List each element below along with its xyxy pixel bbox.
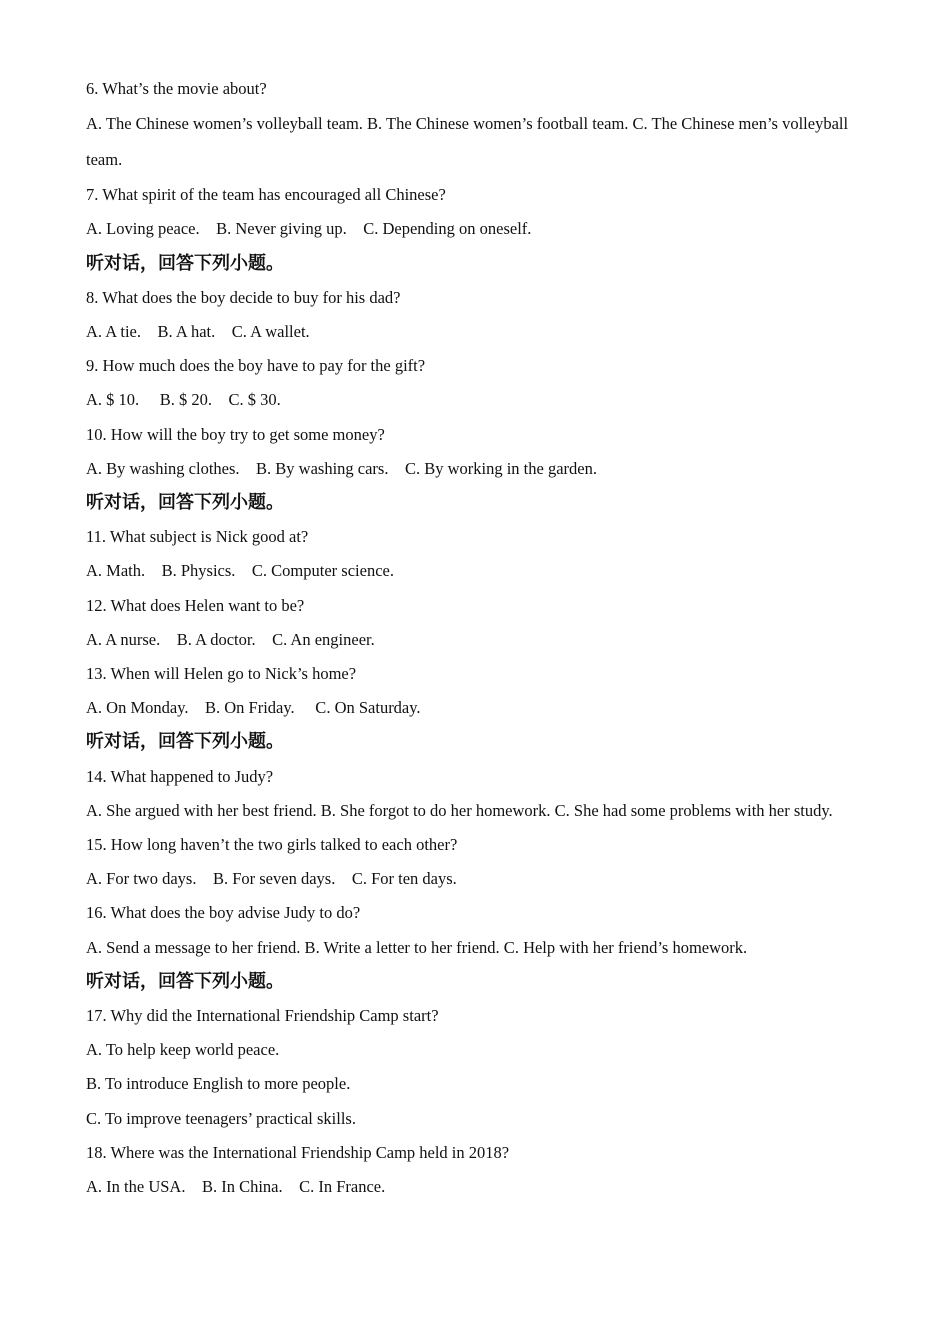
options-14: A. She argued with her best friend. B. She forgot to do her homework. C. She had some problems with her study. [86,800,833,820]
section-heading: 听对话，回答下列小题。 [86,970,284,992]
question-11: 11. What subject is Nick good at? [86,527,309,547]
section-heading: 听对话，回答下列小题。 [86,492,284,514]
options-11: A. Math. B. Physics. C. Computer science. [86,561,394,581]
option-17-c: C. To improve teenagers’ practical skills. [86,1108,356,1128]
question-13: 13. When will Helen go to Nick’s home? [86,664,357,684]
question-18: 18. Where was the International Friendship Camp held in 2018? [86,1142,510,1162]
section-heading: 听对话，回答下列小题。 [86,731,284,753]
question-9: 9. How much does the boy have to pay for the gift? [86,356,426,376]
question-16: 16. What does the boy advise Judy to do? [86,903,361,923]
options-16: A. Send a message to her friend. B. Write a letter to her friend. C. Help with her friend’s homework. [86,937,748,957]
question-15: 15. How long haven’t the two girls talked to each other? [86,835,458,855]
question-6: 6. What’s the movie about? [86,79,267,98]
options-10: A. By washing clothes. B. By washing cars. C. By working in the garden. [86,458,597,478]
option-17-a: A. To help keep world peace. [86,1040,280,1060]
options-15: A. For two days. B. For seven days. C. For ten days. [86,869,457,889]
options-12: A. A nurse. B. A doctor. C. An engineer. [86,629,375,649]
question-14: 14. What happened to Judy? [86,766,274,786]
options-13: A. On Monday. B. On Friday. C. On Saturday. [86,698,421,718]
section-heading: 听对话，回答下列小题。 [86,252,284,274]
option-17-b: B. To introduce English to more people. [86,1074,351,1094]
question-7: 7. What spirit of the team has encouraged all Chinese? [86,185,446,205]
question-12: 12. What does Helen want to be? [86,595,305,615]
options-6: A. The Chinese women’s volleyball team. B. The Chinese women’s football team. C. The Chinese men’s volleyball team. [86,114,853,170]
options-8: A. A tie. B. A hat. C. A wallet. [86,322,310,342]
question-8: 8. What does the boy decide to buy for his dad? [86,287,401,307]
options-18: A. In the USA. B. In China. C. In France. [86,1177,386,1197]
options-7: A. Loving peace. B. Never giving up. C. Depending on oneself. [86,219,532,239]
question-17: 17. Why did the International Friendship Camp start? [86,1006,439,1026]
document-page [86,72,876,1204]
options-9: A. $ 10. B. $ 20. C. $ 30. [86,390,281,410]
question-10: 10. How will the boy try to get some money? [86,424,385,444]
